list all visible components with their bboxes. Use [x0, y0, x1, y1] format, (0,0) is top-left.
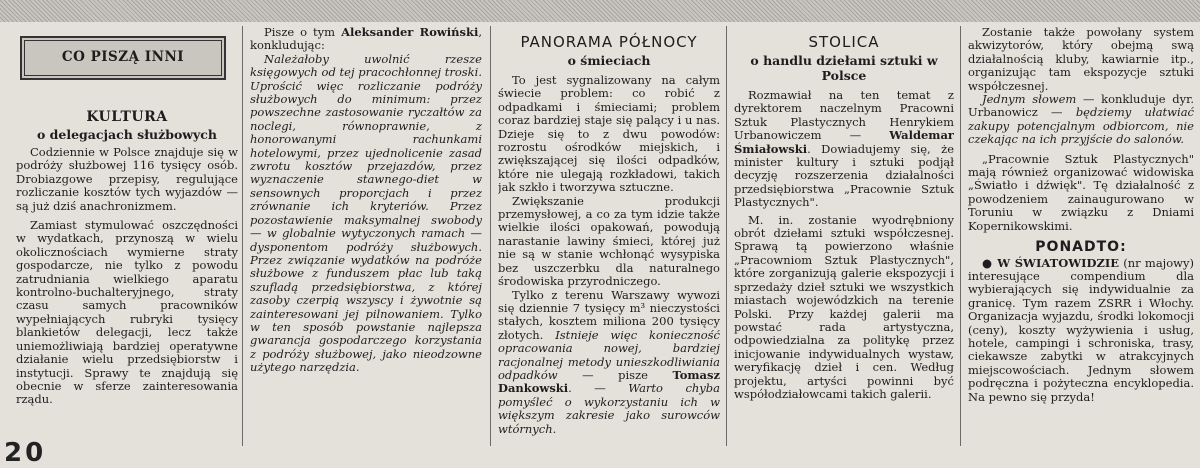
- author-name: Aleksander Rowiński: [341, 26, 479, 39]
- text-run: Rozmawiał na ten temat z dyrektorem naczelnym Pracowni Sztuk Plastycznych Henrykiem Urbanowiczem —: [734, 88, 954, 143]
- column-divider: [726, 26, 727, 446]
- paragraph: [498, 289, 720, 436]
- paragraph: [734, 89, 954, 210]
- page-number: 20: [4, 438, 47, 468]
- paragraph: [968, 93, 1194, 147]
- text-run: . —: [568, 381, 629, 396]
- paragraph: [968, 257, 1194, 404]
- section-title-panorama: PANORAMA PÓŁNOCY: [520, 33, 698, 51]
- quote-run: Jednym słowem: [982, 92, 1077, 107]
- section-subtitle: o handlu dziełami sztuki w Polsce: [750, 53, 938, 83]
- intro-text: Pisze o tym: [264, 26, 336, 39]
- text-run: Tylko z terenu Warszawy wywozi się dziennie 7 tysięcy m³ nieczystości stałych, kosztem miliona 200 tysięcy złotych.: [498, 287, 720, 342]
- text-run: . Dowiadujemy się, że minister kultury i sztuki podjął decyzję rozszerzenia działalności przedsiębiorstwa „Pracownie Sztuk Plastycznych".: [734, 141, 954, 210]
- quote-run: Istnieje więc konieczność opracowania nowej, bardziej racjonalnej metody unieszkodliwiania odpadków: [498, 327, 720, 382]
- text-run: (nr majowy) interesujące compendium dla wybierających się indywidualnie za granicę. Tym razem ZSRR i Włochy. Organizacja wyjazdu, środki lokomocji (ceny), koszty wyżywienia i usług, hotele, campingi i schroniska, trasy, ciekawsze zabytki w atrakcyjnych miejscowościach. Jednym słowem podręczna i pożyteczna encyklopedia. Na pewno się przyda!: [968, 255, 1194, 404]
- text-run: — pisze: [557, 367, 673, 382]
- quote-run: będziemy ułatwiać zakupy potencjalnym odbiorcom, nie czekając na ich przyjście do salonów.: [968, 105, 1194, 147]
- paragraph: [250, 26, 482, 53]
- section-title-ponadto: PONADTO:: [1035, 239, 1127, 256]
- column-kultura: [16, 22, 238, 446]
- paragraph: „Pracownie Sztuk Plastycznych" mają również organizować widowiska „Światło i dźwięk". Tę działalność z powodzeniem zainaugurowano w Toruniu w związku z Dniami Kopernikowskimi.: [968, 151, 1194, 233]
- intro-end: , konkludując:: [250, 26, 482, 53]
- quote-paragraph: Należałoby uwolnić rzesze księgowych od tej pracochłonnej troski. Uprościć więc rozliczanie podróży służbowych do minimum: przez powszechne zastosowanie ryczałtów za noclegi, równoprawnie, z honorowanymi rachunkami hotelowymi, przez ujednolicenie zasad zwrotu kosztów przejazdów, przez wyznaczenie stawnego-diet w sensownych proporcjach i przez zrównanie ich kryteriów. Przez pozostawienie maksymalnej swobody — w globalnie wytyczonych ramach — dysponentom podróży służbowych. Przez związanie wydatków na podróże służbowe z funduszem płac lub taką szufladą przedsiębiorstwa, z której zasoby czerpią wszyscy i żywotnie są zainteresowani jej pilnowaniem. Tylko w ten sposób powstanie najlepsza gwarancja gospodarczego korzystania z podróży służbowej, jako nieodzowne użytego narzędzia.: [250, 51, 482, 375]
- column-divider: [242, 26, 243, 446]
- paragraph: M. in. zostanie wyodrębniony obrót dziełami sztuki współczesnej. Sprawą tą powierzono właśnie „Pracowniom Sztuk Plastycznych", które zorganizują galerie ekspozycji i sprzedaży dzieł sztuki we wszystkich miastach wojewódzkich na terenie Polski. Przy każdej galerii ma powstać rada artystyczna, odpowiedzialna za politykę przez inicjowanie indywidualnych wystaw, weryfikację dzieł i cen. Według projektu, artyści powinni być współodziałowcami takich galerii.: [734, 212, 954, 401]
- section-subtitle: o śmieciach: [567, 53, 651, 68]
- paragraph: To jest sygnalizowany na całym świecie problem: co robić z odpadkami i śmieciami; problem coraz bardziej staje się palący i u nas. Dzieje się to z dwu powodów: rozrostu ośrodków miejskich, i zwiększającej się ilości odpadków, które nie ulegają rozkładowi, takich jak szkło i tworzywa sztuczne.: [498, 73, 720, 195]
- paragraph: Codziennie w Polsce znajduje się w podróży służbowej 116 tysięcy osób. Drobiazgowe przepisy, regulujące rozliczanie kosztów tych wyjazdów — są już dziś anachronizmem.: [16, 145, 238, 213]
- column-stolica: [734, 22, 954, 446]
- section-title-stolica: STOLICA: [808, 33, 880, 51]
- paragraph: Zostanie także powołany system akwizytorów, który obejmą swą działalnością kluby, kawiarnie itp., organizując tam ekspozycje sztuki współczesnej.: [968, 26, 1194, 93]
- column-rowinski: [250, 26, 482, 450]
- top-border-band: [0, 0, 1200, 22]
- text-run: — konkluduje dyr. Urbanowicz —: [968, 92, 1194, 120]
- author-name: Waldemar Śmiałowski: [734, 128, 954, 156]
- rubric-box: [20, 36, 226, 80]
- section-subtitle: o delegacjach służbowych: [36, 127, 218, 142]
- author-name: Tomasz Dankowski: [498, 367, 720, 396]
- rubric-title: CO PISZĄ INNI: [24, 40, 222, 76]
- column-divider: [960, 26, 961, 446]
- paragraph: Zwiększanie produkcji przemysłowej, a co za tym idzie także wielkie ilości opakowań, powodują narastanie lawiny śmieci, której już nie są w stanie wchłonąć wysypiska bez uszczerbku dla naturalnego środowiska przyrodniczego.: [498, 193, 720, 289]
- quote-run: Warto chyba pomyśleć o wykorzystaniu ich w większym zakresie jako surowców wtórnych.: [498, 381, 720, 436]
- column-divider: [490, 26, 491, 446]
- section-title-kultura: KULTURA: [86, 109, 168, 125]
- lead-text: ● W ŚWIATOWIDZIE: [982, 255, 1120, 270]
- paragraph: Zamiast stymulować oszczędności w wydatkach, przynoszą w wielu okolicznościach wymierne straty gospodarcze, nie tylko z powodu zatrudniania wielkiego aparatu kontrolno-buchalteryjnego, straty czasu samych pracowników wypełniających rubryki tysięcy blankietów delegacji, lecz także uniemożliwiają bardziej operatywne działanie wielu przedsiębiorstw i instytucji. Sprawy te znajdują się obecnie w sferze zainteresowania rządu.: [16, 218, 238, 407]
- column-panorama: [498, 22, 720, 446]
- column-ponadto: [968, 26, 1194, 450]
